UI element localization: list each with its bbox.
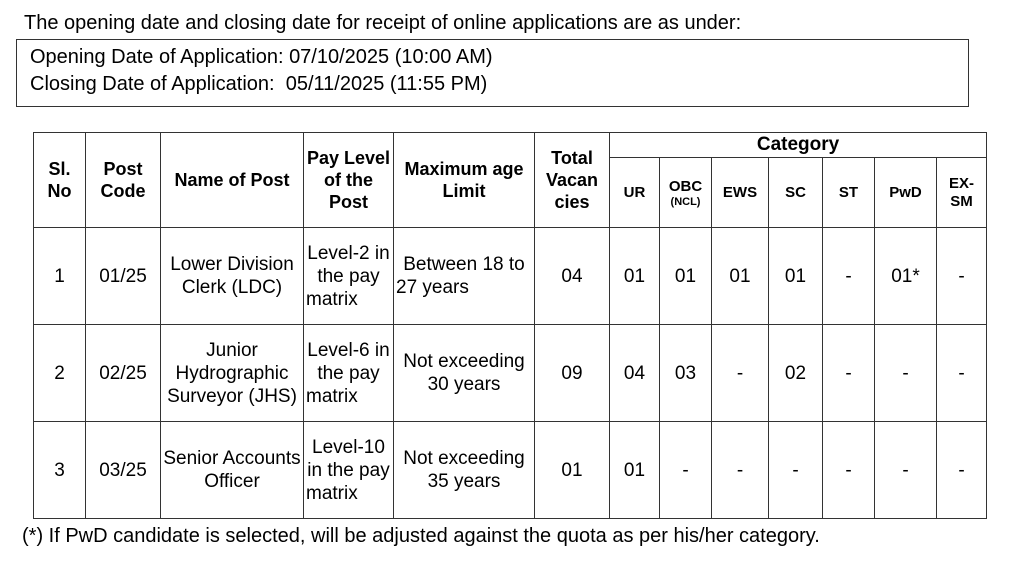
cell-max-age: Not exceeding 35 years xyxy=(394,422,535,519)
cell-name-of-post: Lower Division Clerk (LDC) xyxy=(161,228,304,325)
cell-obc: 03 xyxy=(660,325,712,422)
cell-post-code: 02/25 xyxy=(86,325,161,422)
cell-post-code: 03/25 xyxy=(86,422,161,519)
header-post-code: Post Code xyxy=(86,133,161,228)
cell-ur: 04 xyxy=(610,325,660,422)
header-ur: UR xyxy=(610,158,660,228)
cell-sc: 01 xyxy=(769,228,823,325)
cell-total-vacancies: 09 xyxy=(535,325,610,422)
cell-ews: 01 xyxy=(712,228,769,325)
table-row xyxy=(34,228,987,325)
cell-total-vacancies: 01 xyxy=(535,422,610,519)
cell-ex-sm: - xyxy=(937,325,987,422)
header-ex-sm: EX-SM xyxy=(937,158,987,228)
cell-sc: - xyxy=(769,422,823,519)
cell-ex-sm: - xyxy=(937,228,987,325)
cell-total-vacancies: 04 xyxy=(535,228,610,325)
table-row xyxy=(34,325,987,422)
header-sc: SC xyxy=(769,158,823,228)
cell-ur: 01 xyxy=(610,228,660,325)
cell-post-code: 01/25 xyxy=(86,228,161,325)
header-category: Category xyxy=(610,133,987,158)
header-obc-ncl: (NCL) xyxy=(670,195,701,208)
header-name-of-post: Name of Post xyxy=(161,133,304,228)
cell-pay-level: Level-6 in the pay matrix xyxy=(304,325,394,422)
cell-sl-no: 2 xyxy=(34,325,86,422)
header-st: ST xyxy=(823,158,875,228)
cell-sl-no: 1 xyxy=(34,228,86,325)
application-dates-box xyxy=(16,39,969,107)
cell-ur: 01 xyxy=(610,422,660,519)
header-pay-level: Pay Level of the Post xyxy=(304,133,394,228)
cell-sl-no: 3 xyxy=(34,422,86,519)
header-obc-label: OBC xyxy=(668,177,703,195)
header-total-vacancies: Total Vacan cies xyxy=(535,133,610,228)
cell-obc: - xyxy=(660,422,712,519)
cell-pwd: 01* xyxy=(875,228,937,325)
cell-ex-sm: - xyxy=(937,422,987,519)
header-obc xyxy=(660,158,712,228)
cell-name-of-post: Junior Hydrographic Surveyor (JHS) xyxy=(161,325,304,422)
table-row xyxy=(34,422,987,519)
cell-pwd: - xyxy=(875,422,937,519)
cell-pay-level: Level-10 in the pay matrix xyxy=(304,422,394,519)
cell-st: - xyxy=(823,228,875,325)
header-pwd: PwD xyxy=(875,158,937,228)
cell-sc: 02 xyxy=(769,325,823,422)
cell-max-age: Not exceeding 30 years xyxy=(394,325,535,422)
cell-st: - xyxy=(823,422,875,519)
header-ews: EWS xyxy=(712,158,769,228)
cell-pwd: - xyxy=(875,325,937,422)
vacancy-table xyxy=(33,132,987,519)
cell-ews: - xyxy=(712,422,769,519)
pwd-footnote: (*) If PwD candidate is selected, will be adjusted against the quota as per his/her category. xyxy=(22,525,820,547)
opening-date: Opening Date of Application: 07/10/2025 (10:00 AM) xyxy=(30,46,493,68)
cell-name-of-post: Senior Accounts Officer xyxy=(161,422,304,519)
cell-pay-level: Level-2 in the pay matrix xyxy=(304,228,394,325)
header-sl-no: Sl. No xyxy=(34,133,86,228)
cell-st: - xyxy=(823,325,875,422)
cell-ews: - xyxy=(712,325,769,422)
cell-obc: 01 xyxy=(660,228,712,325)
header-max-age: Maximum age Limit xyxy=(394,133,535,228)
intro-text: The opening date and closing date for receipt of online applications are as under: xyxy=(24,12,742,34)
closing-date: Closing Date of Application: 05/11/2025 (11:55 PM) xyxy=(30,73,488,95)
cell-max-age: Between 18 to 27 years xyxy=(394,228,535,325)
